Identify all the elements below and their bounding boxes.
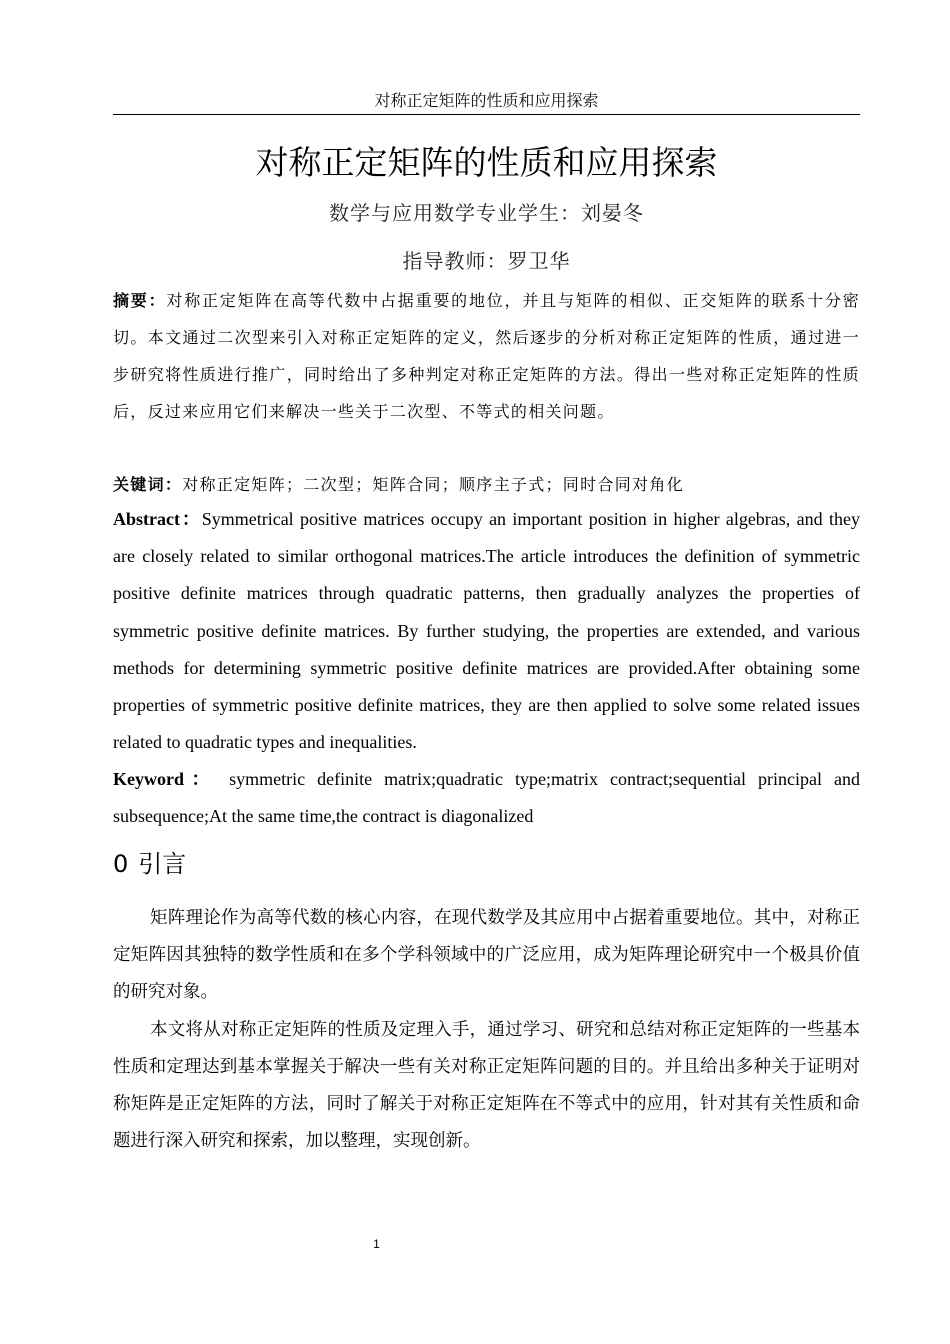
running-header: 对称正定矩阵的性质和应用探索 [374,91,599,110]
advisor-line: 指导教师：罗卫华 [402,249,571,273]
keywords-chinese-text: 对称正定矩阵；二次型；矩阵合同；顺序主子式；同时合同对角化 [182,475,684,494]
abstract-chinese-label: 摘要： [113,291,167,310]
section-title: 引言 [138,850,187,878]
section-number: 0 [113,850,129,878]
paper-title: 对称正定矩阵的性质和应用探索 [255,143,718,182]
page-number: 1 [373,1237,380,1251]
abstract-english-text: Symmetrical positive matrices occupy an important position in higher algebras, and they are closely related to similar orthogonal matrices.The article introduces the definition of symmetric positive definite matrices through quadratic patterns, then gradually analyzes the properties of symmetric positive definite matrices. By further studying, the properties are extended, and various methods for determining symmetric positive definite matrices are provided.After obtaining some properties of symmetric positive definite matrices, they are then applied to solve some related issues related to quadratic types and inequalities. [113,509,860,753]
abstract-english-label: Abstract： [113,509,202,529]
body-paragraph: 矩阵理论作为高等代数的核心内容，在现代数学及其应用中占据着重要地位。其中，对称正定矩阵因其独特的数学性质和在多个学科领域中的广泛应用，成为矩阵理论研究中一个极具价值的研究对象。 [113,908,860,1002]
abstract-chinese [113,282,860,430]
body-paragraph: 本文将从对称正定矩阵的性质及定理入手，通过学习、研究和总结对称正定矩阵的一些基本性质和定理达到基本掌握关于解决一些有关对称正定矩阵问题的目的。并且给出多种关于证明对称矩阵是正定矩阵的方法，同时了解关于对称正定矩阵在不等式中的应用，针对其有关性质和命题进行深入研究和探索，加以整理，实现创新。 [113,1020,860,1151]
keywords-english-text: symmetric definite matrix;quadratic type;matrix contract;sequential principal and subsequence;At the same time,the contract is diagonalized [113,769,861,827]
abstract-english [113,501,860,761]
keywords-chinese-label: 关键词： [113,475,183,494]
header-rule [113,114,860,115]
author-line: 数学与应用数学专业学生：刘晏冬 [329,201,644,225]
abstract-chinese-text: 对称正定矩阵在高等代数中占据重要的地位，并且与矩阵的相似、正交矩阵的联系十分密切。本文通过二次型来引入对称正定矩阵的定义，然后逐步的分析对称正定矩阵的性质，通过进一步研究将性质进行推广，同时给出了多种判定对称正定矩阵的方法。得出一些对称正定矩阵的性质后，反过来应用它们来解决一些关于二次型、不等式的相关问题。 [113,291,861,421]
keywords-english-label: Keyword： [113,769,218,789]
keywords-chinese [113,466,860,503]
section-heading-introduction [113,846,186,882]
keywords-english [113,761,860,835]
